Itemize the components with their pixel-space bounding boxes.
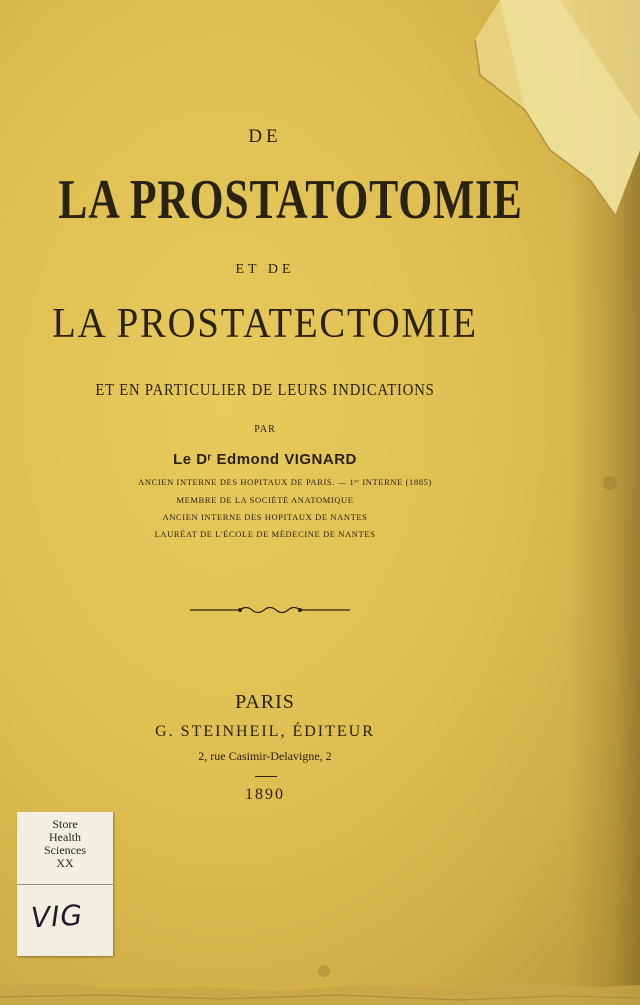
stain-mark <box>318 965 330 977</box>
publication-year: 1890 <box>245 786 285 803</box>
main-title-line1: LA PROSTATOTOMIE <box>58 169 523 231</box>
ornamental-divider <box>190 603 350 617</box>
library-label-printed <box>17 812 113 885</box>
label-line: XX <box>56 856 74 870</box>
author-credential: ANCIEN INTERNE DES HOPITAUX DE NANTES <box>162 512 368 522</box>
subtitle: ET EN PARTICULIER DE LEURS INDICATIONS <box>95 380 435 399</box>
publisher-name: G. STEINHEIL, ÉDITEUR <box>155 723 375 740</box>
author-credential: ANCIEN INTERNE DES HOPITAUX DE PARIS. — 1ᵉʳ INTERNE (1885) <box>138 477 432 487</box>
title-connector: ET DE <box>235 262 295 277</box>
publisher-address: 2, rue Casimir-Delavigne, 2 <box>198 749 332 763</box>
stain-mark <box>603 476 617 490</box>
label-line: Sciences <box>44 843 86 857</box>
label-handwritten-code: VIG <box>30 898 84 935</box>
by-label: PAR <box>254 424 276 435</box>
author-credential: LAURÉAT DE L'ÉCOLE DE MÉDECINE DE NANTES <box>154 529 376 539</box>
library-label <box>17 812 113 956</box>
label-line: Store <box>52 817 78 831</box>
short-rule <box>255 776 277 777</box>
author-name: Le Dʳ Edmond VIGNARD <box>173 451 357 468</box>
publication-city: PARIS <box>235 691 295 713</box>
title-prefix: DE <box>248 126 282 147</box>
label-line: Health <box>49 830 81 844</box>
main-title-line2: LA PROSTATECTOMIE <box>52 301 478 347</box>
author-credential: MEMBRE DE LA SOCIÉTÉ ANATOMIQUE <box>176 495 354 505</box>
